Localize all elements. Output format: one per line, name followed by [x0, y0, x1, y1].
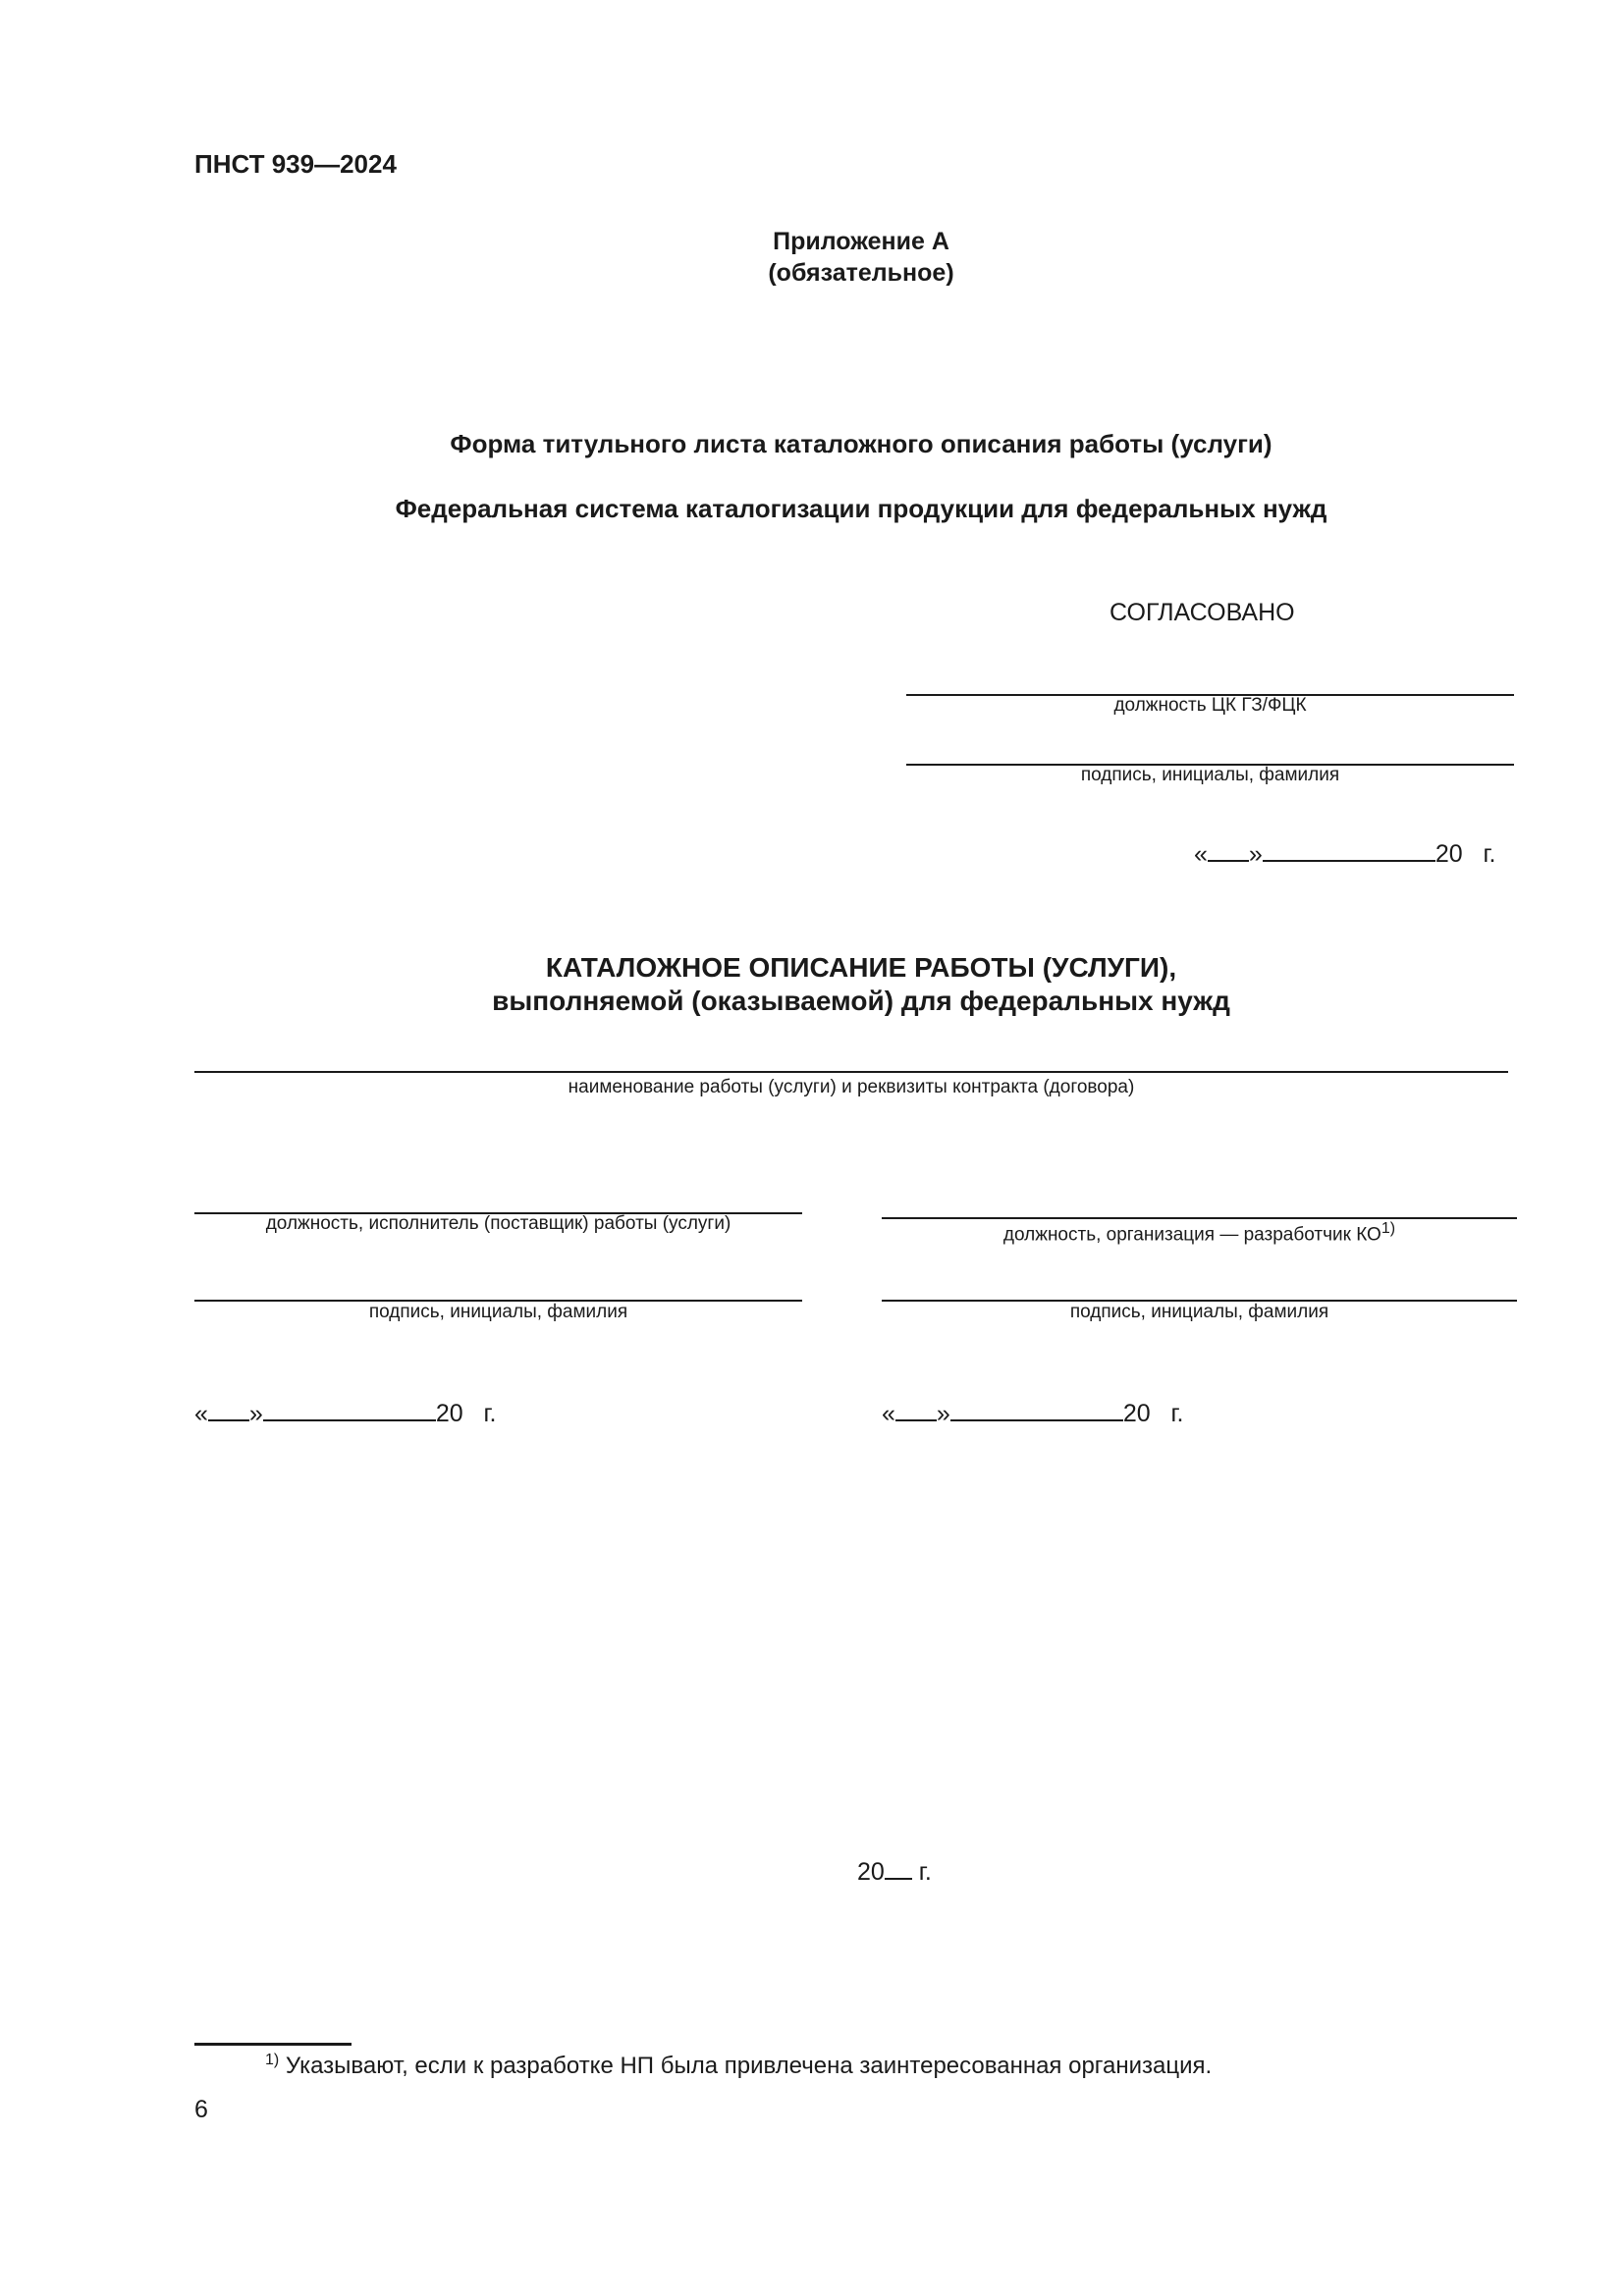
footnote-reference: 1) [1380, 1220, 1396, 1237]
date-open-quote: « [882, 1400, 895, 1427]
main-title-line1: КАТАЛОЖНОЕ ОПИСАНИЕ РАБОТЫ (УСЛУГИ), [545, 952, 1177, 983]
right-position-caption [882, 1220, 1517, 1246]
left-date [194, 1398, 496, 1428]
date-open-quote: « [194, 1400, 208, 1427]
date-year: 20 [435, 1400, 463, 1427]
approval-label: СОГЛАСОВАНО [1110, 599, 1295, 626]
bottom-year-prefix: 20 [857, 1858, 885, 1886]
approval-signature-caption: подпись, инициалы, фамилия [1080, 765, 1340, 785]
appendix-title: Приложение А [773, 228, 949, 255]
date-close-quote: » [936, 1400, 950, 1427]
footnote [265, 2052, 1212, 2080]
work-name-caption: наименование работы (услуги) и реквизиты контракта (договора) [568, 1077, 1135, 1097]
main-title-line2: выполняемой (оказываемой) для федеральных нужд [492, 986, 1230, 1016]
system-title: Федеральная система каталогизации продукции для федеральных нужд [395, 494, 1327, 523]
footnote-rule [194, 2043, 352, 2046]
appendix-status: (обязательное) [768, 259, 954, 287]
date-close-quote: » [248, 1400, 263, 1427]
left-position-caption: должность, исполнитель (поставщик) работы (услуги) [265, 1213, 731, 1234]
form-title: Форма титульного листа каталожного описания работы (услуги) [450, 429, 1272, 458]
right-signature-caption: подпись, инициалы, фамилия [1069, 1302, 1329, 1322]
right-position-line[interactable] [882, 1217, 1517, 1219]
right-date [882, 1398, 1183, 1428]
right-position-caption-text: должность, организация — разработчик КО [1002, 1224, 1381, 1246]
date-suffix: г. [483, 1400, 497, 1427]
left-signature-caption: подпись, инициалы, фамилия [368, 1302, 628, 1322]
date-suffix: г. [1483, 840, 1496, 868]
date-suffix: г. [1170, 1400, 1184, 1427]
right-date-day-field[interactable] [895, 1398, 937, 1421]
date-open-quote: « [1194, 840, 1208, 868]
footnote-text: Указывают, если к разработке НП была привлечена заинтересованная организация. [285, 2053, 1213, 2079]
left-date-month-field[interactable] [263, 1398, 436, 1421]
date-close-quote: » [1248, 840, 1263, 868]
approval-date-month-field[interactable] [1263, 838, 1435, 862]
left-date-day-field[interactable] [208, 1398, 249, 1421]
right-date-month-field[interactable] [950, 1398, 1123, 1421]
standard-code: ПНСТ 939—2024 [194, 149, 397, 179]
bottom-year [857, 1856, 932, 1887]
bottom-year-field[interactable] [885, 1856, 912, 1880]
bottom-year-suffix: г. [918, 1858, 932, 1886]
footnote-marker: 1) [265, 2052, 280, 2068]
page-number: 6 [194, 2096, 208, 2123]
date-year: 20 [1435, 840, 1463, 868]
approval-position-caption: должность ЦК ГЗ/ФЦК [1113, 695, 1307, 716]
work-name-line[interactable] [194, 1071, 1508, 1073]
approval-date-day-field[interactable] [1208, 838, 1249, 862]
approval-date [1194, 838, 1495, 869]
date-year: 20 [1122, 1400, 1151, 1427]
